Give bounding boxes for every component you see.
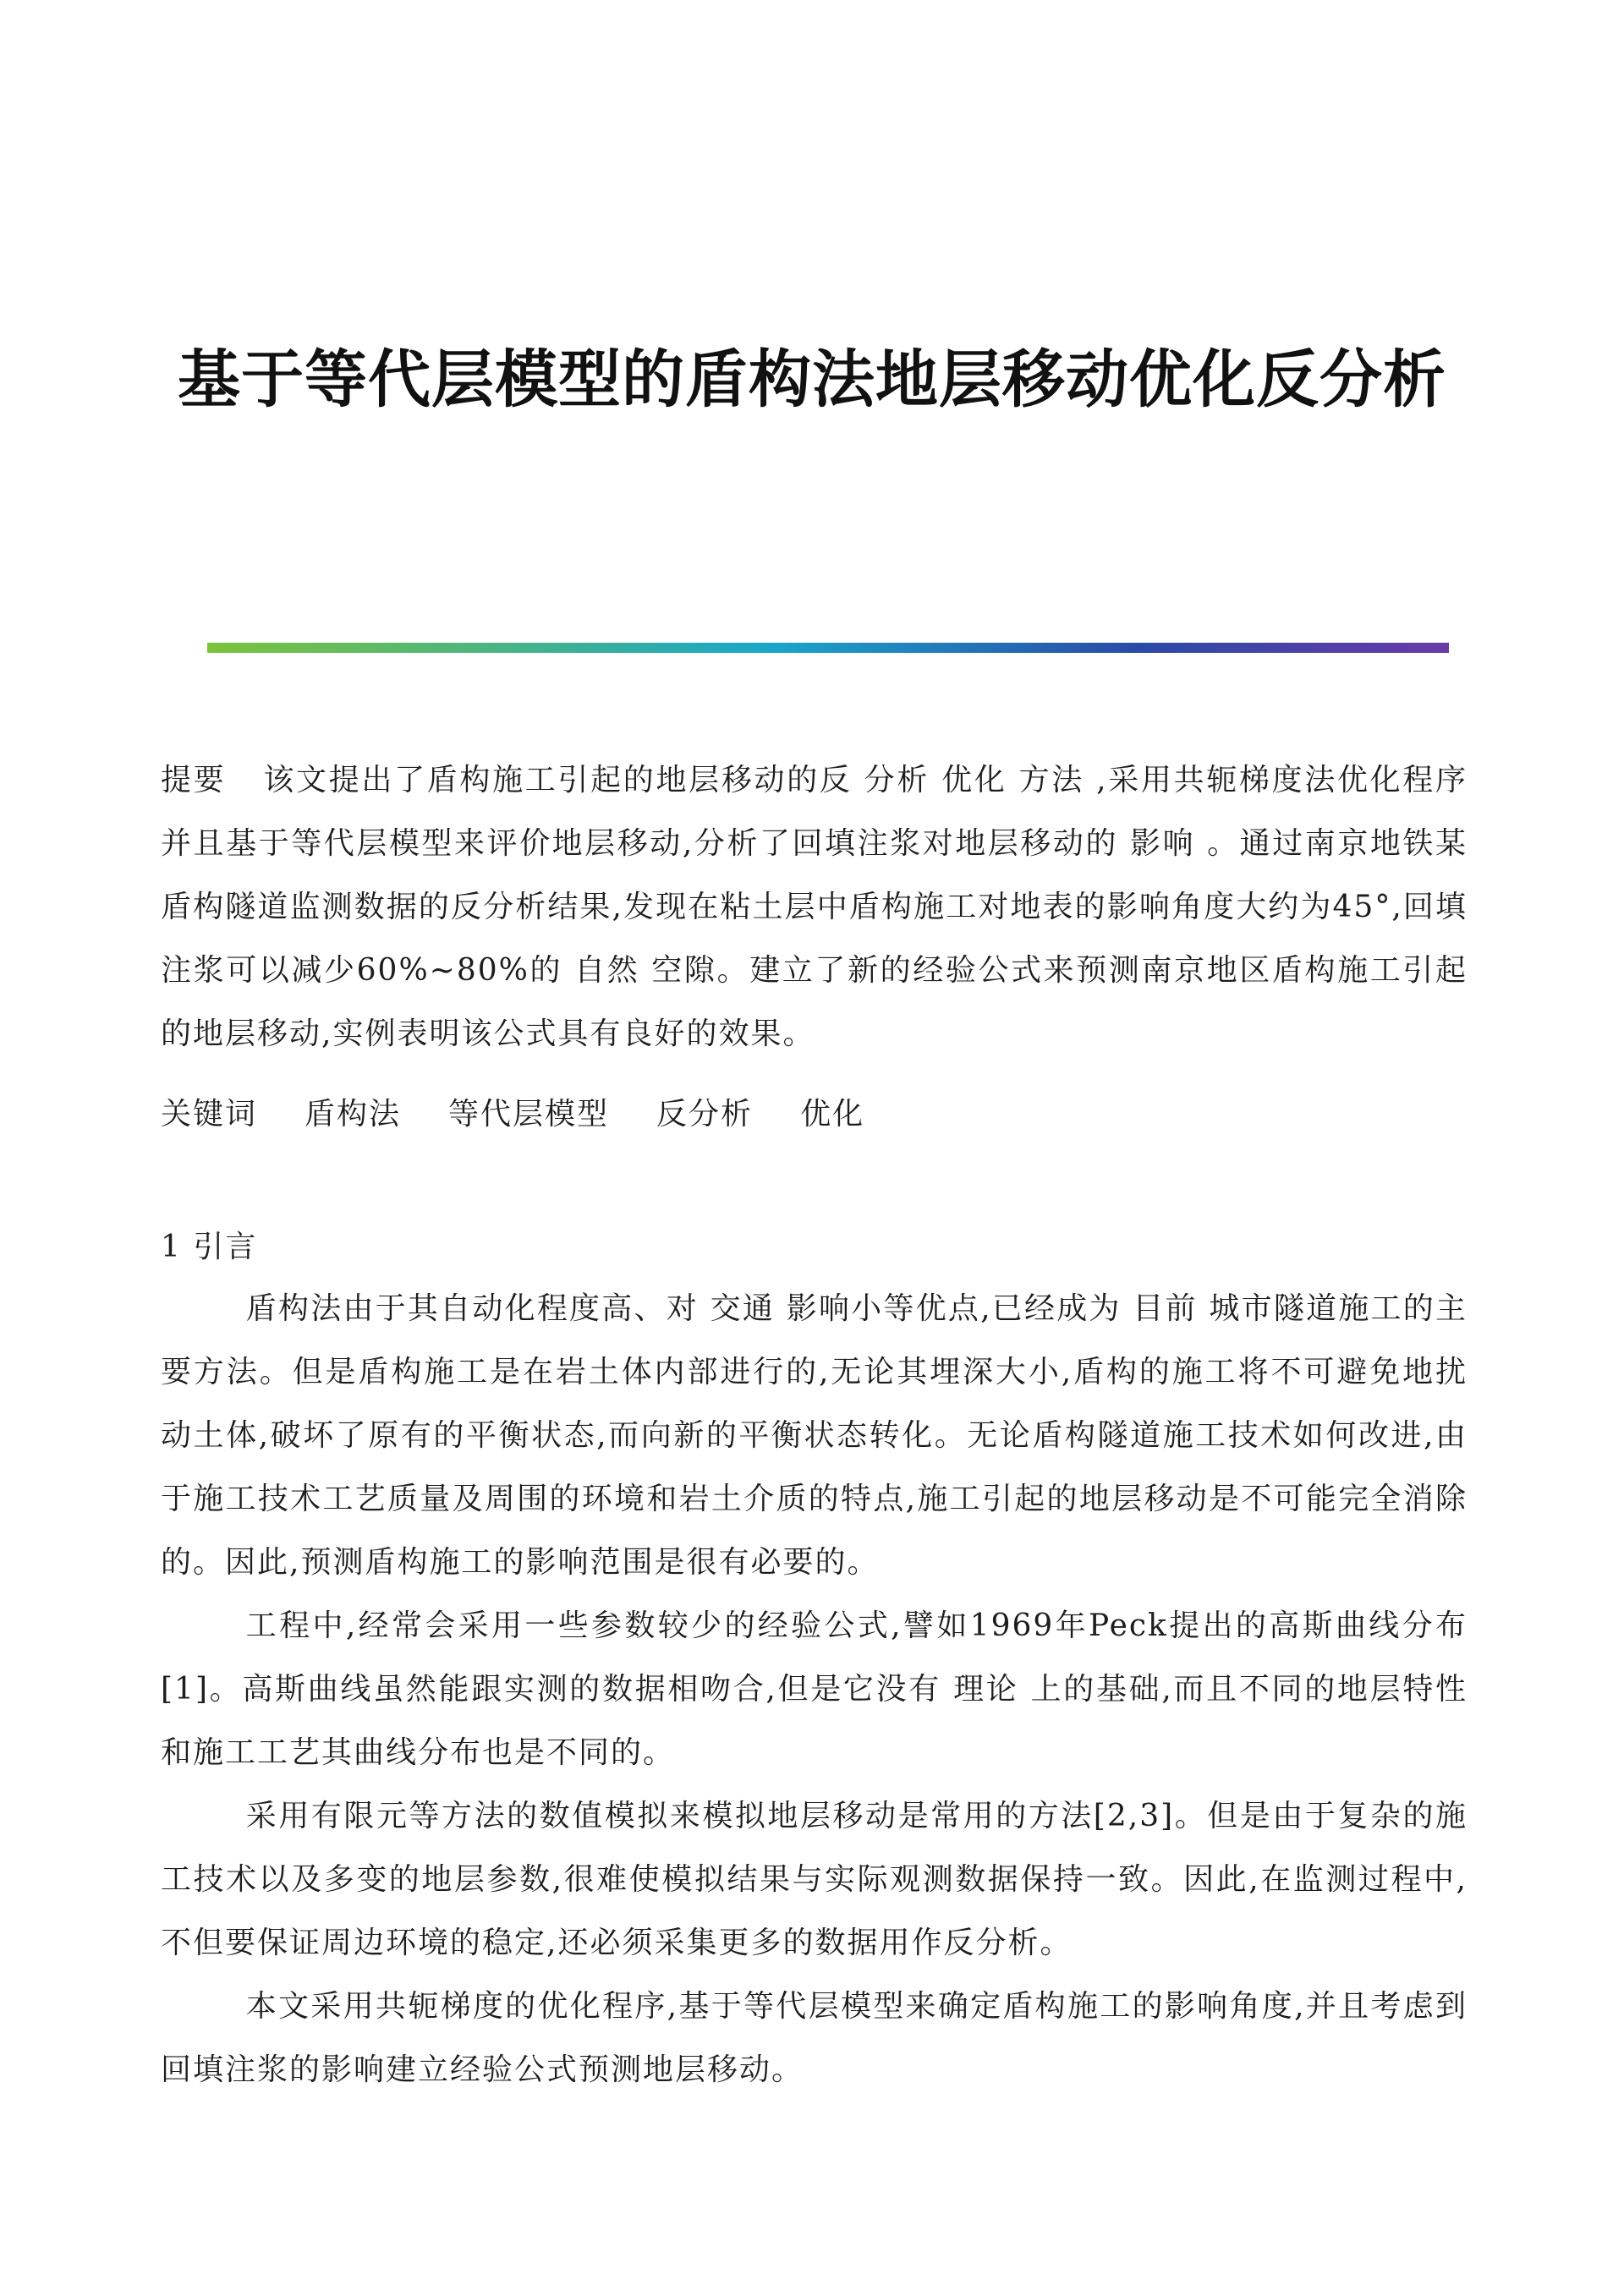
paragraph: 工程中,经常会采用一些参数较少的经验公式,譬如1969年Peck提出的高斯曲线分布[1]。高斯曲线虽然能跟实测的数据相吻合,但是它没有 理论 上的基础,而且不同的地层特性和施工工艺其曲线分布也是不同的。 (161, 1608, 1468, 1770)
section-heading: 1 引言 (161, 1230, 258, 1264)
abstract (161, 748, 1468, 1066)
keyword-item: 盾构法 (304, 1097, 402, 1132)
title-gradient-rule (207, 643, 1449, 653)
paragraph: 盾构法由于其自动化程度高、对 交通 影响小等优点,已经成为 目前 城市隧道施工的主要方法。但是盾构施工是在岩土体内部进行的,无论其埋深大小,盾构的施工将不可避免地扰动土体,破坏了原有的平衡状态,而向新的平衡状态转化。无论盾构隧道施工技术如何改进,由于施工技术工艺质量及周围的环境和岩土介质的特点,施工引起的地层移动是不可能完全消除的。因此,预测盾构施工的影响范围是很有必要的。 (161, 1291, 1468, 1580)
abstract-text: 该文提出了盾构施工引起的地层移动的反 分析 优化 方法 ,采用共轭梯度法优化程序并且基于等代层模型来评价地层移动,分析了回填注浆对地层移动的 影响 。通过南京地铁某盾构隧道监测数据的反分析结果,发现在粘土层中盾构施工对地表的影响角度大约为45°,回填注浆可以减少60%~80%的 自然 空隙。建立了新的经验公式来预测南京地区盾构施工引起的地层移动,实例表明该公式具有良好的效果。 (161, 763, 1468, 1051)
keywords-label: 关键词 (161, 1097, 258, 1132)
keywords (161, 1082, 1468, 1146)
section-body (161, 1277, 1468, 2101)
paper-title: 基于等代层模型的盾构法地层移动优化反分析 (178, 343, 1446, 416)
keyword-item: 等代层模型 (448, 1097, 610, 1132)
paragraph: 本文采用共轭梯度的优化程序,基于等代层模型来确定盾构施工的影响角度,并且考虑到回填注浆的影响建立经验公式预测地层移动。 (161, 1989, 1468, 2087)
paragraph: 采用有限元等方法的数值模拟来模拟地层移动是常用的方法[2,3]。但是由于复杂的施工技术以及多变的地层参数,很难使模拟结果与实际观测数据保持一致。因此,在监测过程中,不但要保证周边环境的稳定,还必须采集更多的数据用作反分析。 (161, 1799, 1468, 1960)
keyword-item: 反分析 (656, 1097, 754, 1132)
keyword-item: 优化 (800, 1097, 865, 1132)
abstract-label: 提要 (161, 763, 227, 797)
